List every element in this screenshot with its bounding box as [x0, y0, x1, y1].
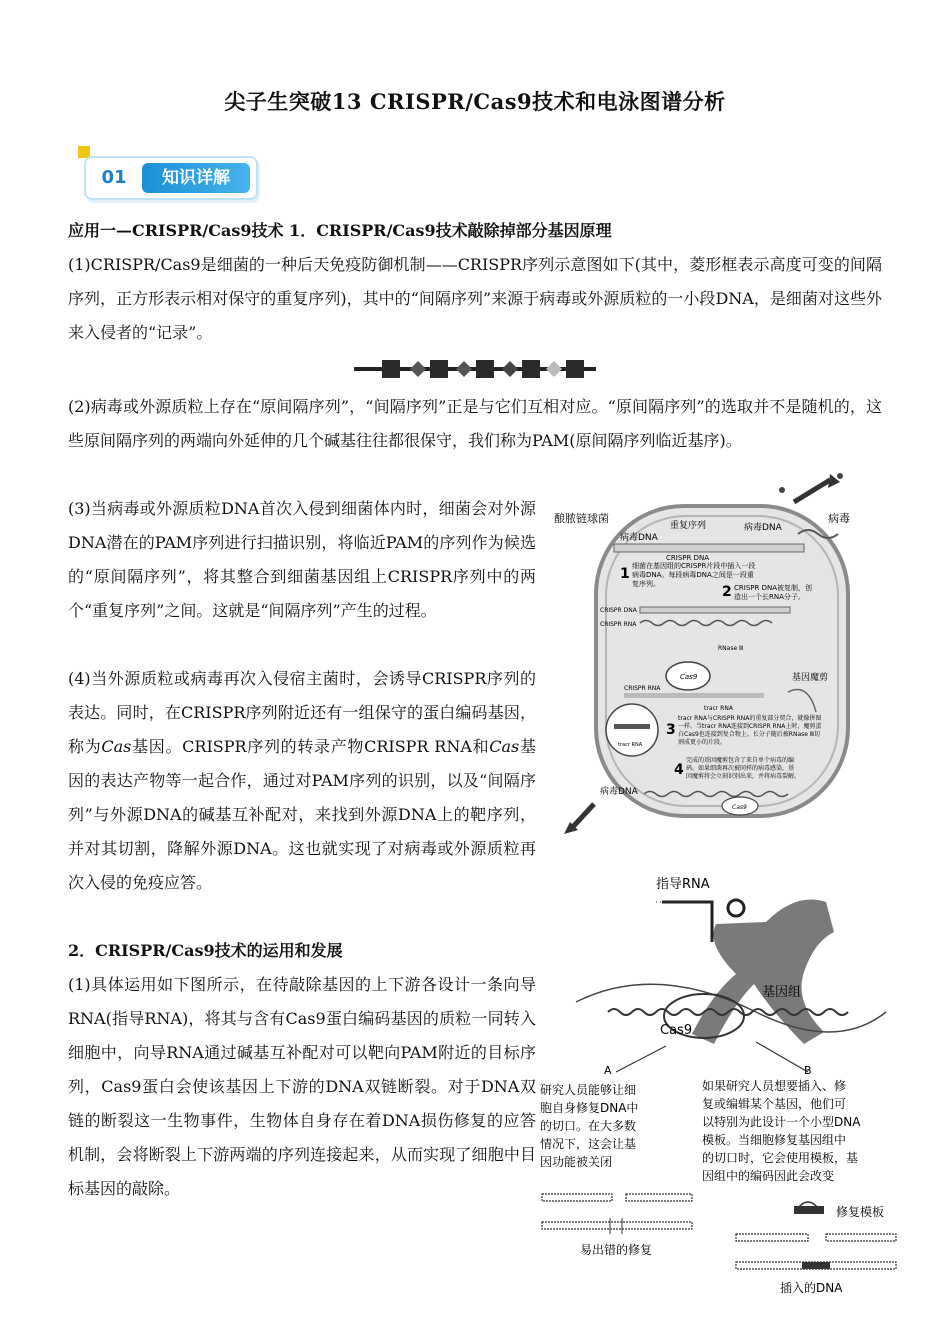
step-3-number: 3	[666, 722, 676, 738]
branch-b-text: 模板。当细胞修复基因组中	[702, 1133, 847, 1147]
step-2-text: CRISPR DNA被复制，创	[734, 584, 812, 592]
section2-paragraph-1: (1)具体运用如下图所示，在待敲除基因的上下游各设计一条向导RNA(指导RNA)，将其与含有Cas9蛋白编码基因的质粒一同转入细胞中，向导RNA通过碱基互补配对可以靶向PAM附近的目标序列，Cas9蛋白会使该基因上下游的DNA双链断裂。对于DNA双链的断裂这一生物事件，生物体自身存在着DNA损伤修复的应答机制，会将断裂上下游两端的序列连接起来，从而实现了细胞中目标基因的敲除。	[68, 975, 536, 1198]
repair-template	[794, 1202, 824, 1214]
branch-b-text: 如果研究人员想要插入、修	[702, 1079, 847, 1093]
section1-paragraph-4	[68, 662, 536, 900]
step-1-number: 1	[620, 566, 630, 582]
crispr-rna-label: CRISPR RNA	[600, 621, 637, 628]
repeat-square	[430, 360, 448, 378]
virus-label: 病毒	[828, 512, 850, 525]
tracr-rna-label: tracr RNA	[618, 742, 643, 748]
step-3-text: tracr RNA与CRISPR RNA的重复部分契合，就像拼图	[678, 715, 822, 722]
crispr-mechanism-figure	[548, 472, 870, 840]
step-3-text: 割成更小的片段。	[678, 739, 727, 746]
guide-rna-label: 指导RNA	[656, 877, 710, 892]
p4-part-b: 基因。CRISPR序列的转录产物CRISPR RNA和	[131, 737, 490, 756]
crispr-sequence-diagram	[352, 356, 598, 382]
section-badge	[78, 146, 258, 200]
spacer-diamond	[546, 361, 562, 377]
cas-gene-italic: Cas	[101, 737, 132, 756]
page-title: 尖子生突破13 CRISPR/Cas9技术和电泳图谱分析	[224, 89, 726, 114]
badge-number: 01	[101, 167, 127, 188]
badge-box	[84, 156, 258, 200]
cas9-label: Cas9	[680, 673, 698, 681]
complex-rna	[614, 724, 650, 729]
repeat-square	[522, 360, 540, 378]
step-4-text: 码。如果细菌再次被同样的病毒感染，基	[686, 765, 795, 772]
branch-a-text: 因功能被关闭	[540, 1155, 613, 1169]
step-2-number: 2	[722, 584, 732, 600]
branch-a-line	[616, 1046, 666, 1072]
spacer-diamond	[456, 361, 472, 377]
crispr-rna-bar	[624, 693, 764, 698]
step-2-text: 造出一个长RNA分子。	[734, 593, 805, 601]
step-3-text: 一样。当tracr RNA连接到CRISPR RNA上时，魔剪蛋	[678, 723, 822, 730]
inserted-dna-label: 插入的DNA	[780, 1281, 843, 1295]
section1-heading: 应用一—CRISPR/Cas9技术 1．CRISPR/Cas9技术敲除掉部分基因原理	[68, 221, 612, 240]
virus-particle	[837, 473, 843, 479]
branch-a-text: 胞自身修复DNA中	[540, 1101, 639, 1115]
branch-b-text: 因组中的编码因此会改变	[702, 1169, 835, 1183]
branch-a-label: A	[604, 1064, 612, 1077]
guide-rna-strand	[662, 902, 712, 942]
crispr-array	[614, 544, 804, 552]
branch-b-text: 的切口时，它会使用模板，基	[702, 1151, 859, 1165]
error-prone-repair-label: 易出错的修复	[580, 1243, 653, 1257]
section1-paragraph-3: (3)当病毒或外源质粒DNA首次入侵到细菌体内时，细菌会对外源DNA潜在的PAM序列进行扫描识别，将临近PAM的序列作为候选的“原间隔序列”，将其整合到细菌基因组上CRISPR序列中的两个“重复序列”之间。这就是“间隔序列”产生的过程。	[68, 499, 536, 620]
viral-dna-label: 病毒DNA	[744, 523, 782, 533]
virus-particle	[779, 487, 785, 493]
branch-b-text: 复或编辑某个基因，他们可	[702, 1097, 847, 1111]
spacer-diamond	[410, 361, 426, 377]
repeat-seq-label: 重复序列	[670, 521, 707, 531]
virus-entry-arrow	[794, 480, 830, 502]
step-4-text: 因魔剪将会立刻识别出来，并将病毒裂解。	[686, 773, 801, 780]
branch-a-text: 的切口。在大多数	[540, 1119, 637, 1133]
cas9-editing-figure	[536, 862, 906, 1298]
repaired-dna-a	[542, 1218, 692, 1234]
branch-b-line	[756, 1042, 808, 1072]
crispr-dna-bar	[640, 607, 790, 613]
branch-a-text: 情况下，这会让基	[540, 1137, 637, 1151]
branch-b-label: B	[804, 1064, 812, 1077]
viral-dna-label: 病毒DNA	[620, 533, 658, 543]
genome-label: 基因组	[762, 985, 802, 1000]
section2-heading: 2．CRISPR/Cas9技术的运用和发展	[68, 941, 343, 960]
edited-dna-b	[736, 1262, 896, 1269]
step-3-text: 白Cas9也连接到复合物上。长分子随后被RNase Ⅲ切	[678, 731, 821, 738]
branch-b-text: 以特别为此设计一个小型DNA	[702, 1115, 861, 1129]
tracr-rna-label: tracr RNA	[704, 705, 733, 712]
step-4-text: 完成的基因魔剪包含了来自单个病毒的编	[686, 757, 795, 764]
rnase-label: RNase Ⅲ	[718, 645, 744, 652]
broken-dna-top	[542, 1194, 692, 1201]
crispr-dna-label: CRISPR DNA	[600, 607, 637, 614]
viral-dna-label: 病毒DNA	[600, 787, 638, 797]
step-4-number: 4	[674, 762, 684, 778]
cas9-label: Cas9	[732, 804, 747, 811]
repeat-square	[566, 360, 584, 378]
guide-rna-loop	[728, 900, 744, 916]
step-1-text: 细菌在基因组的CRISPR片段中插入一段	[632, 562, 756, 570]
crispr-dna-label: CRISPR DNA	[666, 554, 709, 562]
cas9-label: Cas9	[660, 1023, 693, 1038]
repair-template-label: 修复模板	[836, 1205, 885, 1219]
step-1-text: 复序列。	[632, 580, 660, 588]
step-1-text: 病毒DNA。每段病毒DNA之间是一段重	[632, 571, 754, 579]
cas9-complex-circle	[606, 704, 658, 756]
repeat-square	[476, 360, 494, 378]
p4-part-a: (4)当外源质粒或病毒再次入侵宿主菌时，会诱导CRISPR序列的表达。同时，在CRISPR序列附近还有一组保守的蛋白编码基因，称为	[68, 669, 536, 756]
branch-a-text: 研究人员能够让细	[540, 1083, 637, 1097]
cas-gene-italic: Cas	[489, 737, 520, 756]
section1-paragraph-1: (1)CRISPR/Cas9是细菌的一种后天免疫防御机制——CRISPR序列示意图如下(其中，菱形框表示高度可变的间隔序列，正方形表示相对保守的重复序列)，其中的“间隔序列”来源于病毒或外源质粒的一小段DNA，是细菌对这些外来入侵者的“记录”。	[68, 255, 882, 342]
p4-part-c: 基因的表达产物等一起合作，通过对PAM序列的识别，以及“间隔序列”与外源DNA的碱基互补配对，来找到外源DNA上的靶序列，并对其切割，降解外源DNA。这也就实现了对病毒或外源质粒再次入侵的免疫应答。	[68, 737, 536, 892]
spacer-diamond	[502, 361, 518, 377]
bacterium-label: 酿脓链球菌	[554, 512, 609, 525]
repeat-square	[382, 360, 400, 378]
gene-scissors-label: 基因魔剪	[792, 673, 829, 683]
badge-label: 知识详解	[142, 163, 250, 193]
section1-paragraph-2: (2)病毒或外源质粒上存在“原间隔序列”，“间隔序列”正是与它们互相对应。“原间隔序列”的选取并不是随机的，这些原间隔序列的两端向外延伸的几个碱基往往都很保守，我们称为PAM(原间隔序列临近基序)。	[68, 397, 882, 450]
broken-dna-b	[736, 1234, 896, 1241]
crispr-rna-label: CRISPR RNA	[624, 685, 661, 692]
